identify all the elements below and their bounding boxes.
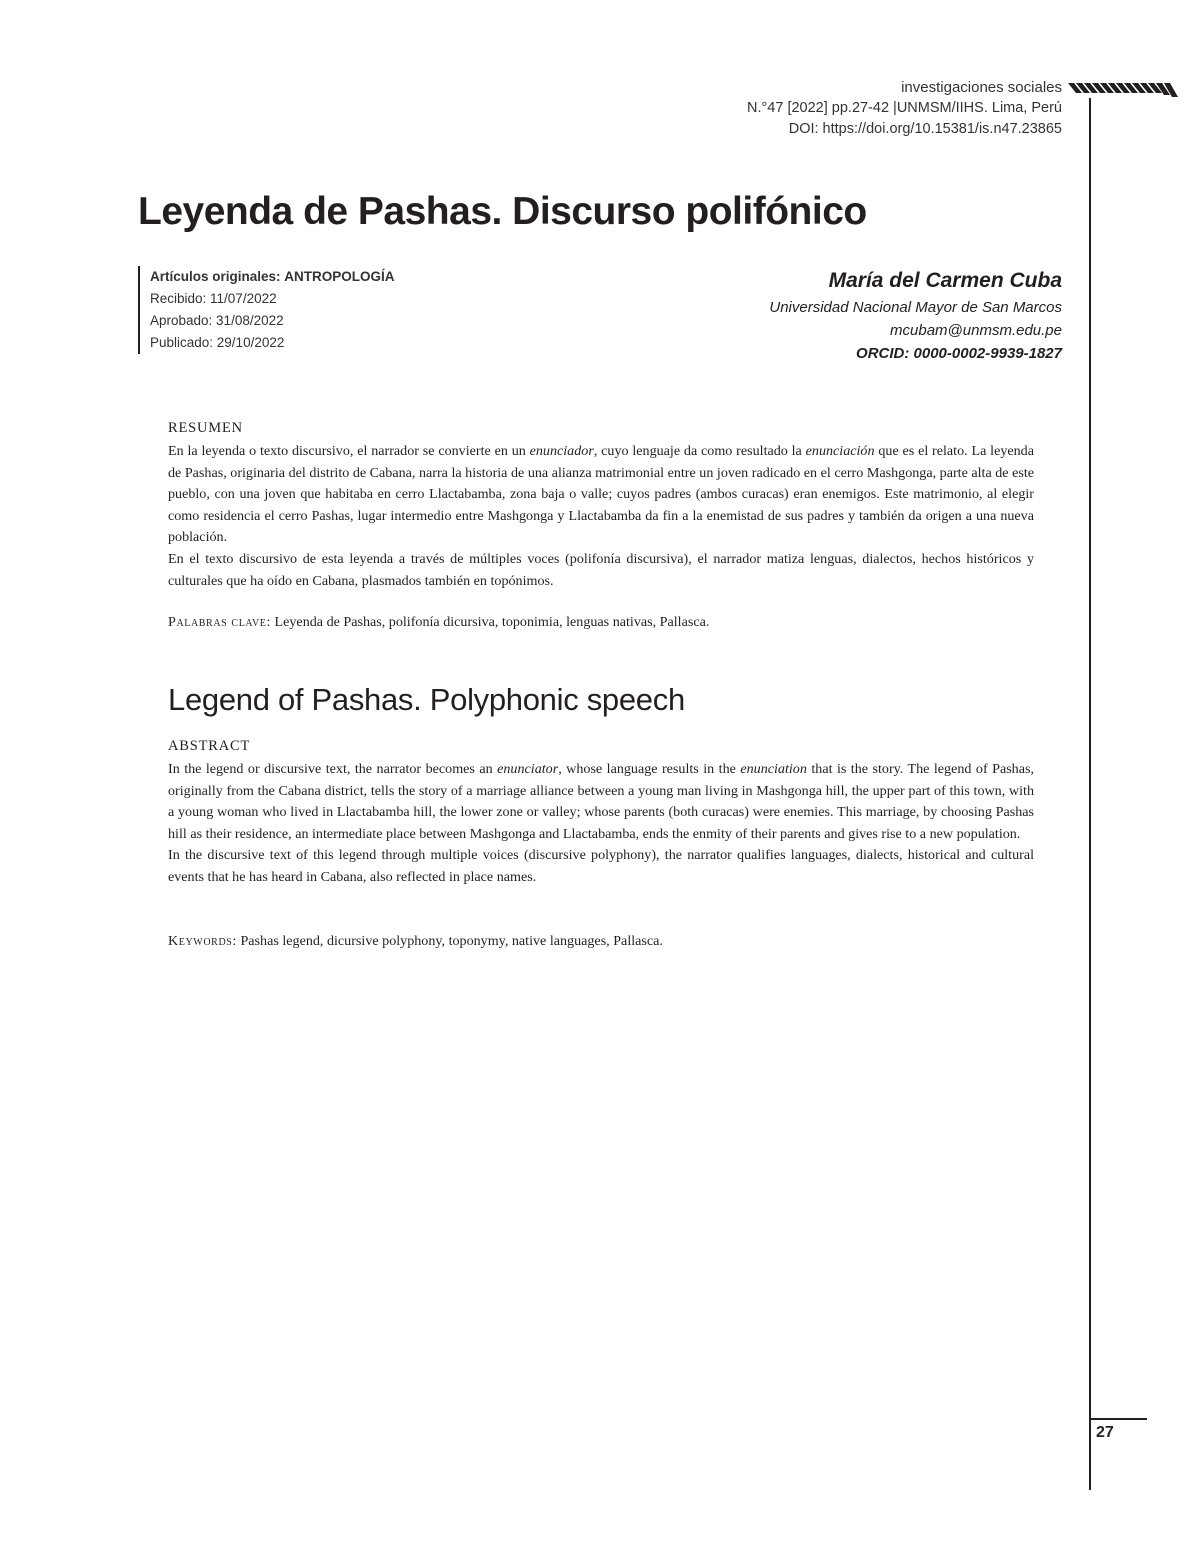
abstract-paragraph-2: In the discursive text of this legend through multiple voices (discursive polyphony), the narrator qualifies languages, dialects, historical and cultural events that he has heard in Cabana, also reflected in place names. <box>168 847 1034 885</box>
margin-rule <box>1089 98 1091 1490</box>
resumen-body <box>168 441 1034 592</box>
journal-header <box>560 78 1062 140</box>
keywords-label: Keywords: <box>168 933 237 949</box>
abstract-text: In the legend or discursive text, the narrator becomes an <box>168 761 498 777</box>
author-name: María del Carmen Cuba <box>828 269 1062 292</box>
author-affiliation: Universidad Nacional Mayor de San Marcos <box>769 299 1062 316</box>
resumen-heading: RESUMEN <box>168 420 243 436</box>
article-title-en: Legend of Pashas. Polyphonic speech <box>168 682 685 717</box>
resumen-paragraph-2: En el texto discursivo de esta leyenda a través de múltiples voces (polifonía discursiva), el narrador matiza lenguas, dialectos, hechos históricos y culturales que ha oído en Cabana, plasmados también en topónimos. <box>168 550 1034 589</box>
approved-date: Aprobado: 31/08/2022 <box>150 313 284 328</box>
received-date: Recibido: 11/07/2022 <box>150 291 277 306</box>
resumen-term: enunciador <box>529 443 594 459</box>
abstract-text: that is the story. The legend of Pashas, originally from the Cabana district, tells the story of a marriage alliance between a young man living in Mashgonga hill, the upper part of this town, with a young woman who lived in Llactabamba hill, the lower zone or valley; whose parents (both curacas) were enemies. This marriage, by choosing Pashas hill as their residence, an intermediate place between Mashgonga and Llactabamba, ends the enmity of their parents and gives rise to a new population. <box>168 761 1034 842</box>
author-email[interactable]: mcubam@unmsm.edu.pe <box>890 322 1062 339</box>
author-orcid[interactable]: ORCID: 0000-0002-9939-1827 <box>856 345 1062 362</box>
author-block <box>600 266 1062 365</box>
abstract-paragraph-1 <box>168 759 1034 845</box>
published-date: Publicado: 29/10/2022 <box>150 335 285 350</box>
palabras-clave-text: Leyenda de Pashas, polifonía dicursiva, toponimia, lenguas nativas, Pallasca. <box>271 614 710 630</box>
abstract-term: enunciator <box>497 761 559 777</box>
palabras-clave <box>168 612 1034 634</box>
resumen-text: En la leyenda o texto discursivo, el narrador se convierte en un <box>168 443 530 459</box>
resumen-text: que es el relato. La leyenda de Pashas, originaria del distrito de Cabana, narra la historia de una alianza matrimonial entre un joven radicado en el cerro Mashgonga, parte alta de este pueblo, con una joven que habitaba en cerro Llactabamba, zona baja o valle; cuyos padres (ambos curacas) eran enemigos. Este matrimonio, al elegir como residencia el cerro Pashas, lugar intermedio entre Mashgonga y Llactabamba da fin a la enemistad de sus padres y también da origen a una nueva población. <box>168 443 1034 546</box>
article-title-es: Leyenda de Pashas. Discurso polifónico <box>138 190 867 233</box>
doi-link[interactable]: DOI: https://doi.org/10.15381/is.n47.23865 <box>788 121 1062 137</box>
keywords <box>168 931 1034 953</box>
keywords-text: Pashas legend, dicursive polyphony, toponymy, native languages, Pallasca. <box>236 933 663 949</box>
page-number: 27 <box>1096 1424 1114 1441</box>
resumen-text: , cuyo lenguaje da como resultado la <box>593 443 806 459</box>
resumen-paragraph-1 <box>168 441 1034 549</box>
issue-info: N.°47 [2022] pp.27-42 |UNMSM/IIHS. Lima, Perú <box>746 100 1062 116</box>
palabras-clave-label: Palabras clave: <box>168 614 271 630</box>
abstract-body <box>168 759 1034 889</box>
abstract-term: enunciation <box>740 761 807 777</box>
resumen-term: enunciación <box>805 443 875 459</box>
zigzag-ornament-icon <box>1068 77 1178 99</box>
abstract-heading: ABSTRACT <box>168 738 251 754</box>
article-meta <box>138 266 395 354</box>
abstract-text: , whose language results in the <box>558 761 741 777</box>
section-line <box>150 266 395 288</box>
journal-name: investigaciones sociales <box>901 79 1062 96</box>
section-value: ANTROPOLOGÍA <box>284 269 395 284</box>
section-label: Artículos originales: <box>150 269 281 284</box>
page-number-rule <box>1089 1418 1147 1420</box>
